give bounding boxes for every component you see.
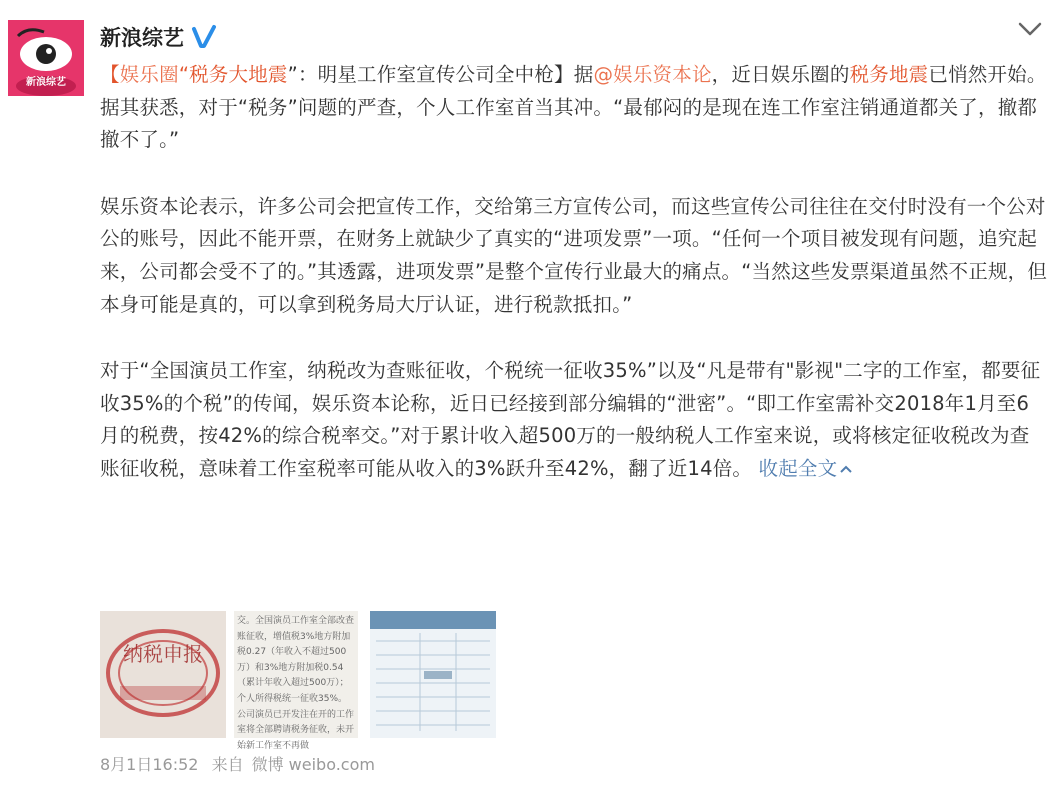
username[interactable]: 新浪综艺 — [100, 26, 184, 50]
avatar-label: 新浪综艺 — [26, 77, 66, 88]
post-paragraph-3 — [100, 355, 1048, 485]
quote-open: “ — [178, 63, 190, 86]
collapse-label: 收起全文 — [758, 456, 838, 480]
verified-badge-icon — [191, 24, 217, 50]
thumbnail-image-3[interactable] — [370, 611, 496, 738]
topic-link-tax-quake[interactable]: 税务地震 — [849, 63, 929, 86]
text-segment: ，近日娱乐圈的 — [711, 63, 850, 86]
post-paragraph-2: 娱乐资本论表示，许多公司会把宣传工作，交给第三方宣传公司，而这些宣传公司往往在交付时没有一个公对公的账号，因此不能开票，在财务上就缺少了真实的“进项发票”一项。“任何一个项目被发现有问题，追究起来，公司都会受不了的。”其透露，进项发票”是整个宣传行业最大的痛点。“当然这些发票渠道虽然不正规，但本身可能是真的，可以拿到税务局大厅认证，进行税款抵扣。” — [100, 194, 1048, 316]
avatar[interactable] — [8, 20, 84, 96]
post-footer — [100, 752, 383, 775]
post-source[interactable]: 微博 weibo.com — [251, 755, 375, 774]
via-label: 来自 — [211, 755, 244, 774]
tax-table-image — [370, 611, 496, 738]
chevron-up-icon — [839, 463, 853, 475]
bracket-open: 【 — [100, 63, 120, 86]
collapse-link[interactable] — [759, 457, 854, 480]
post-paragraph-1 — [100, 59, 1048, 157]
stamp-text: 纳税申报 — [123, 642, 203, 666]
thumbnail-image-2[interactable] — [234, 611, 358, 751]
text-segment: 已悄然开始。据其获悉，对于“税务”问题的严查，个人工作室首当其冲。“最郁闷的是现在连工作室注销通道都关了，撤都撤不了。” — [100, 63, 1047, 152]
post-timestamp[interactable]: 8月1日16:52 — [100, 755, 199, 774]
topic-link-entertainment[interactable]: 娱乐圈 — [119, 63, 179, 86]
thumbnail-image-1[interactable] — [100, 611, 226, 738]
tax-stamp-image — [100, 611, 226, 738]
text-segment: 对于“全国演员工作室，纳税改为查账征收，个税统一征收35%”以及“凡是带有"影视"二字的工作室，都要征收35%的个税”的传闻，娱乐资本论称，近日已经接到部分编辑的“泄密”。“即工作室需补交2018年1月至6月的税费，按42%的综合税率交。”对于累计收入超500万的一般纳税人工作室来说，或将核定征收税改为查账征收税，意味着工作室税率可能从收入的3%跃升至42%，翻了近14倍。 — [100, 359, 1041, 480]
chevron-down-icon[interactable] — [1016, 18, 1044, 40]
topic-link-tax-earthquake[interactable]: 税务大地震 — [189, 63, 288, 86]
mention-link[interactable]: @娱乐资本论 — [593, 63, 712, 86]
title-text: ”：明星工作室宣传公司全中枪】据 — [287, 63, 594, 86]
post-content — [100, 59, 1048, 520]
thumbnail-2-text: 交。全国演员工作室全部改查账征收，增值税3%地方附加税0.27（年收入不超过500万）和3%地方附加税0.54（累计年收入超过500万）；个人所得税统一征收35%。公司演员已开发注在开的工作室将全部聘请税务征收，未开始新工作室不再做 — [237, 616, 355, 751]
